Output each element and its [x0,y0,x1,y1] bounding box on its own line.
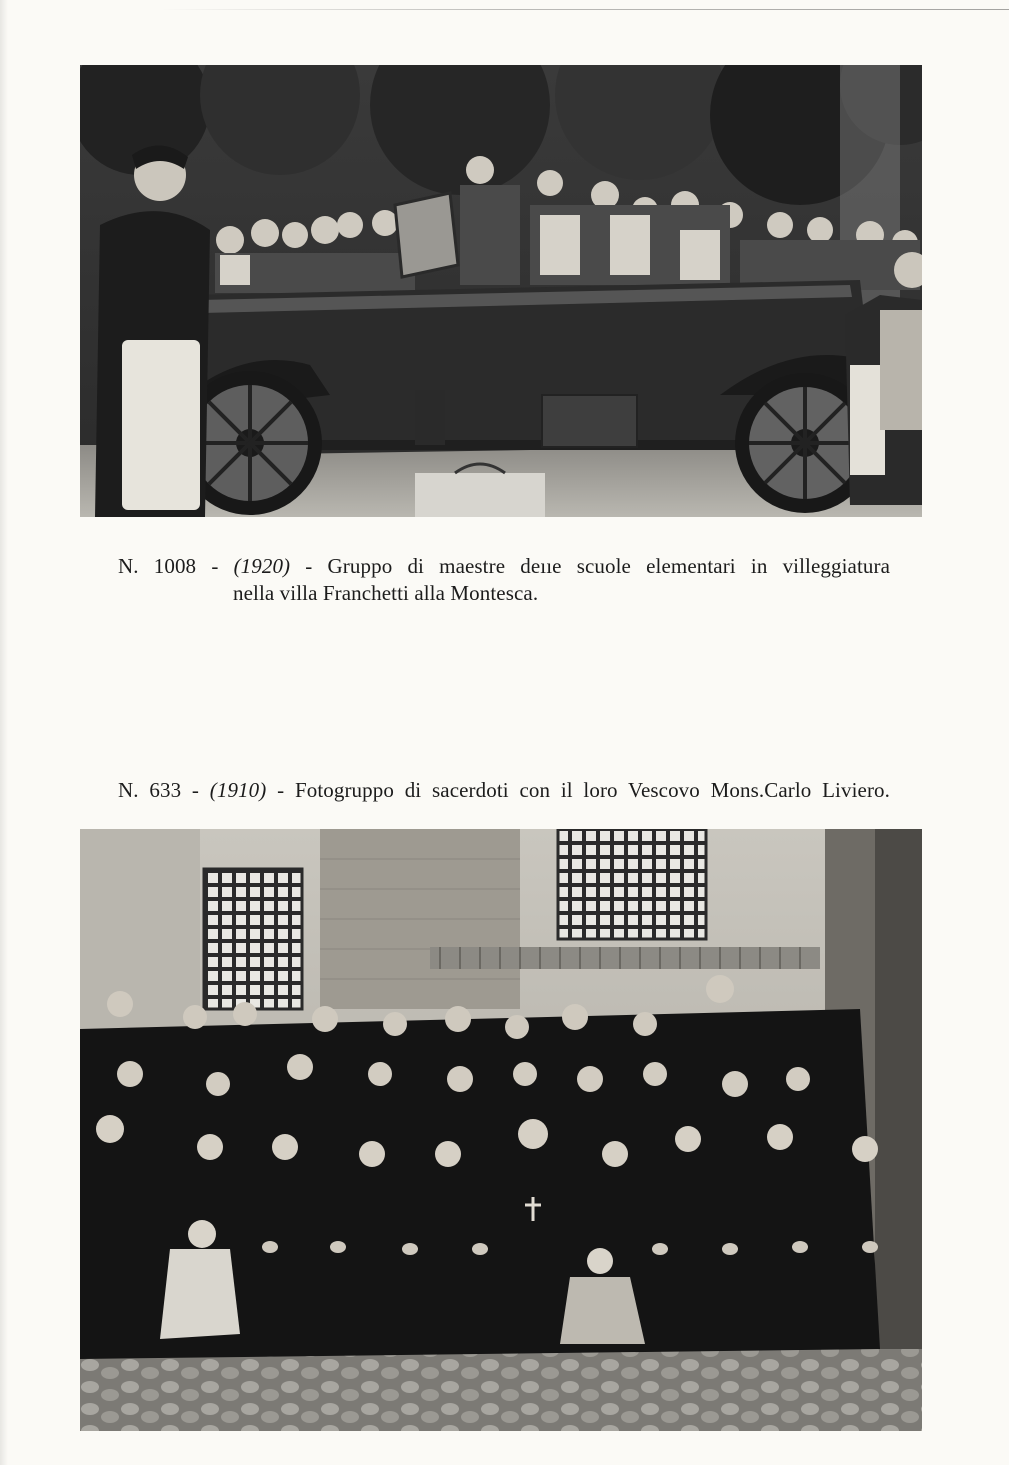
caption-2-text: Fotogruppo di sacerdoti con il loro Vescovo Mons.Carlo Liviero. [294,778,890,802]
caption-1-line-1 [118,553,890,580]
photo-teachers-car-image [80,65,922,517]
caption-1-text-line-1: Gruppo di maestre deııe scuole elementari in villeggiatura [327,554,890,578]
photo-clergy-group-image [80,829,922,1431]
caption-2-separator: - [181,778,210,802]
caption-1-separator-2: - [290,554,328,578]
caption-2-separator-2: - [266,778,295,802]
caption-1-text-line-2: nella villa Franchetti alla Montesca. [233,581,539,605]
caption-1-separator: - [196,554,234,578]
caption-2-number: N. 633 [118,778,182,802]
page-left-edge-shadow [0,0,8,1465]
page-top-edge-shadow [160,9,1009,10]
caption-photo-clergy-group [118,777,890,804]
photo-teachers-car [80,65,922,517]
photo-clergy-group [80,829,922,1431]
caption-1-number: N. 1008 [118,554,197,578]
caption-1-year: (1920) [233,554,291,578]
caption-photo-teachers-car [118,553,890,607]
caption-2-year: (1910) [209,778,267,802]
